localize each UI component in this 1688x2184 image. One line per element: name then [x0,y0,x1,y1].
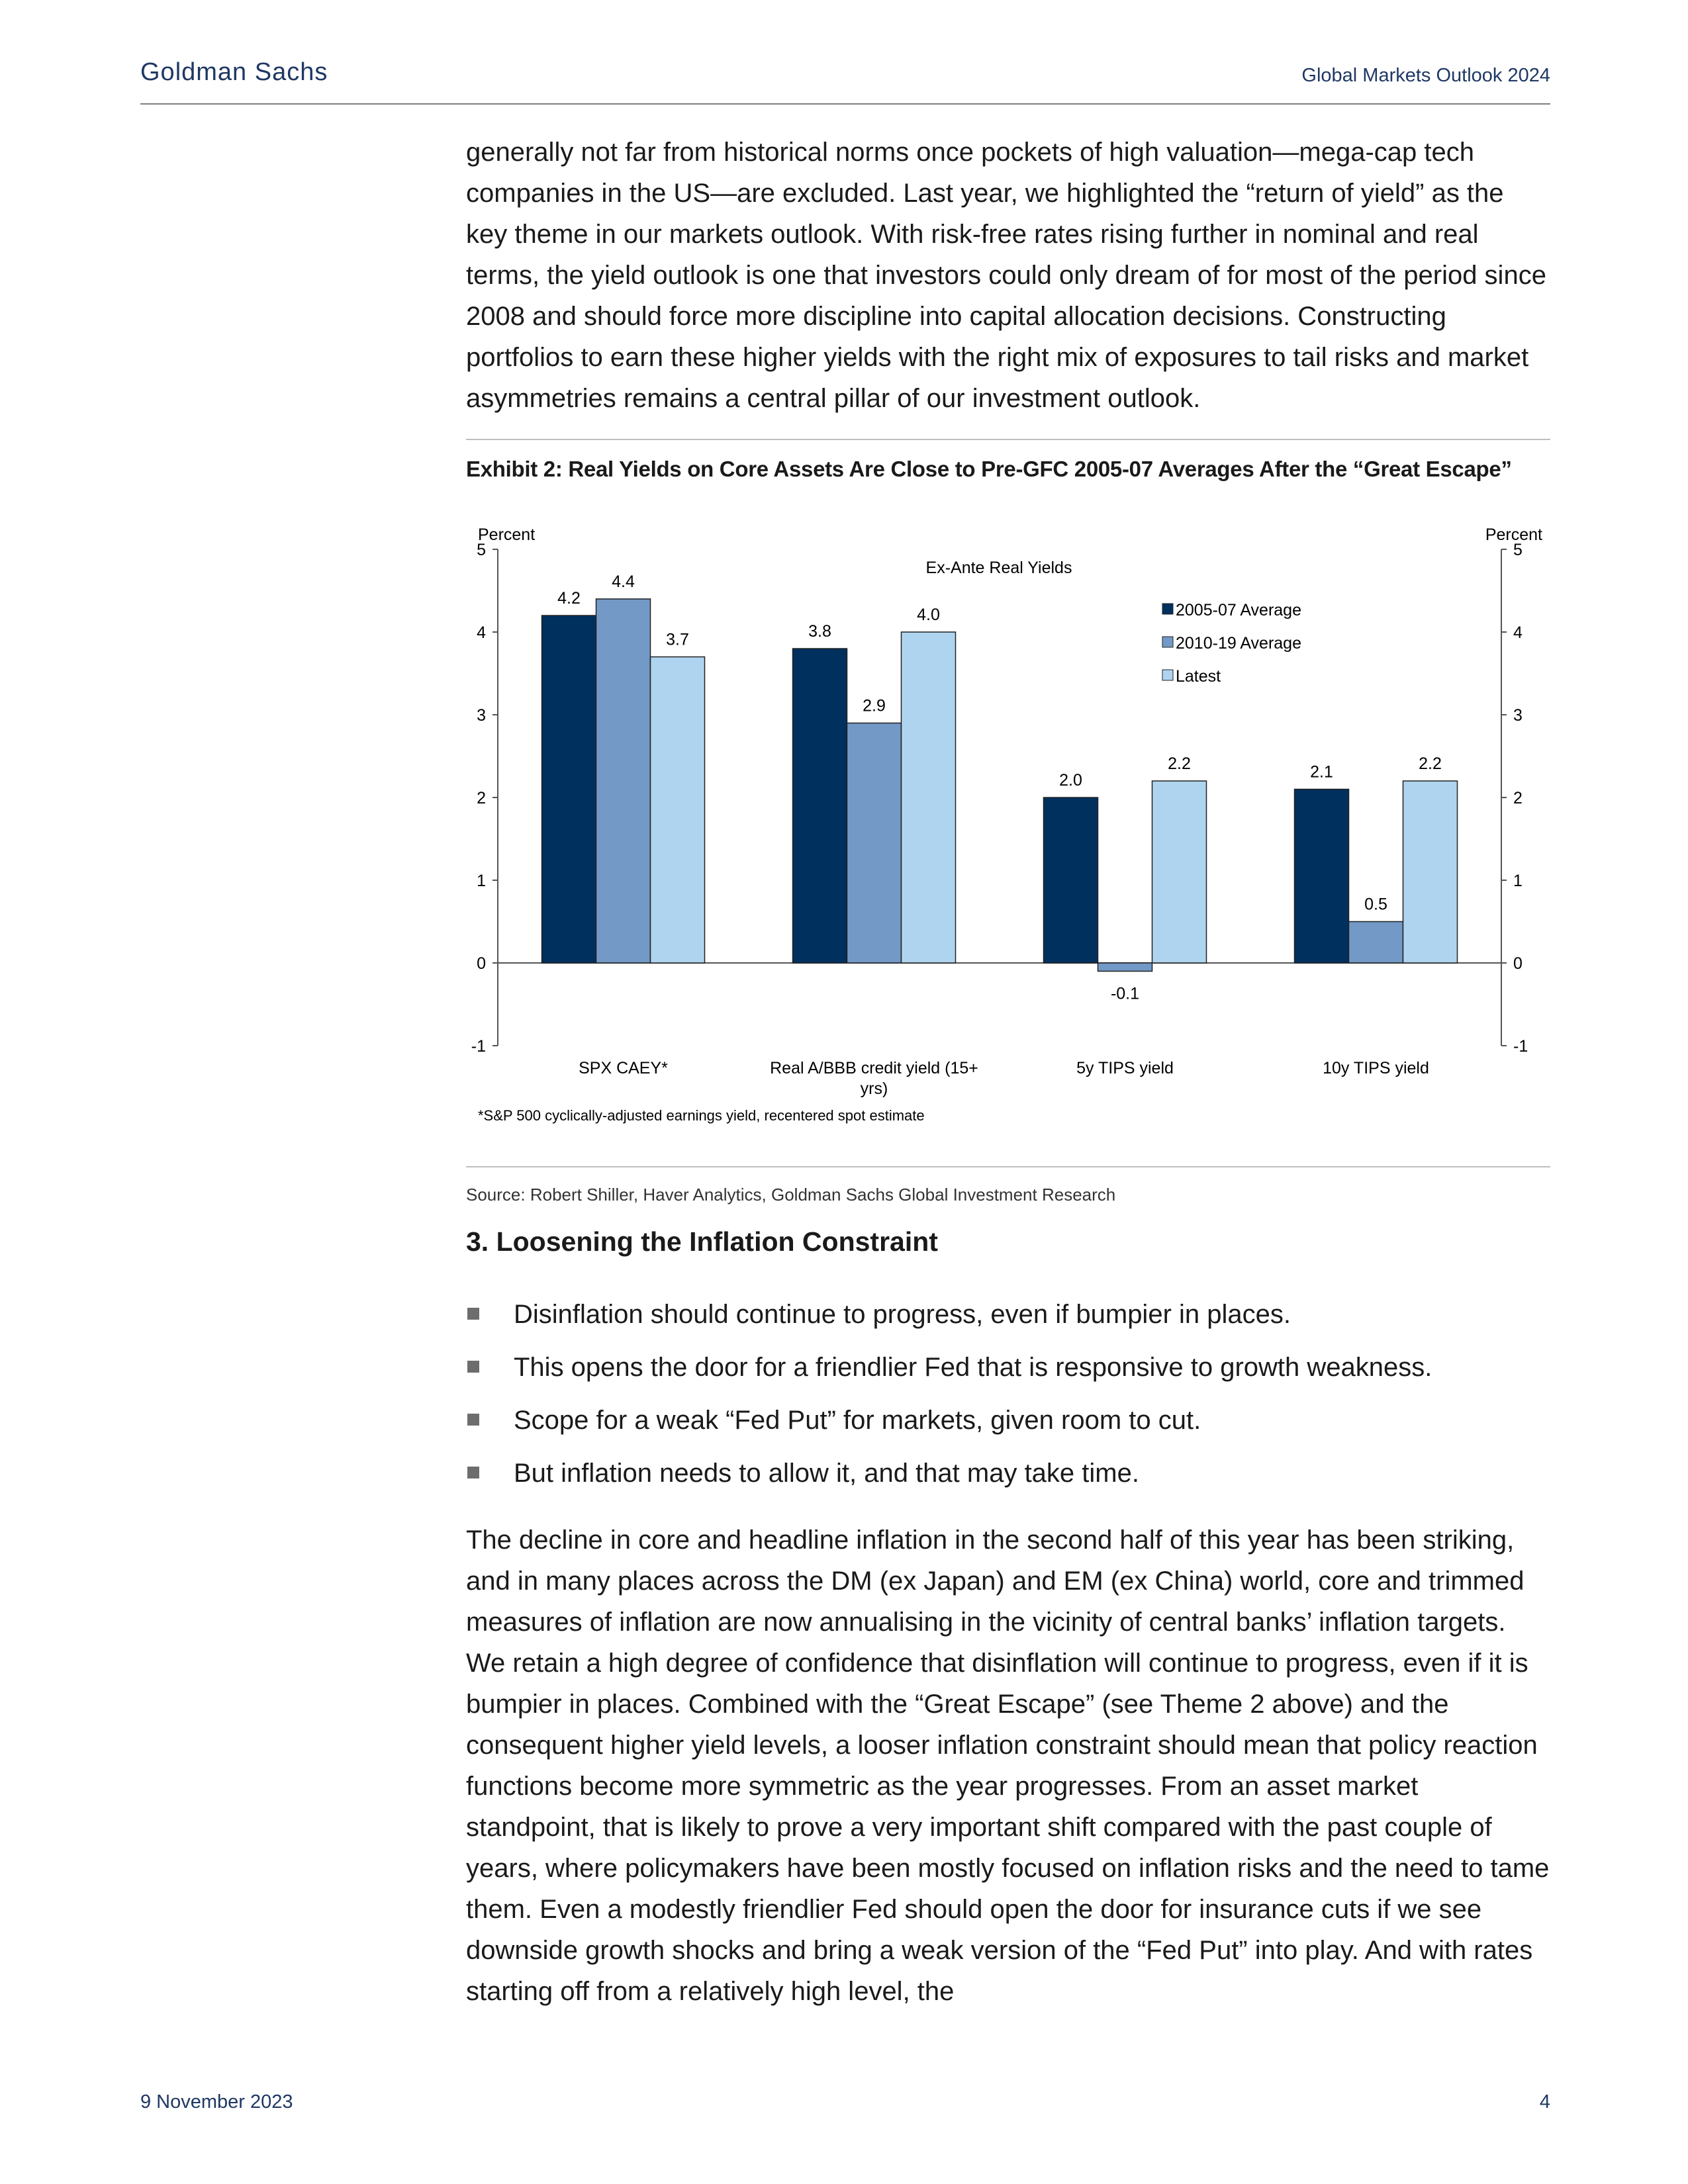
x-tick-label: Real A/BBB credit yield (15+ [770,1059,978,1077]
bar [1098,963,1152,972]
chart-title: Ex-Ante Real Yields [925,559,1072,577]
y-tick-label-right: 0 [1513,954,1523,973]
bar [847,723,902,964]
x-tick-label: 10y TIPS yield [1323,1059,1429,1077]
bar [1403,781,1458,963]
bar [902,632,956,963]
bar [1349,922,1403,964]
bar [1044,797,1098,963]
section-heading: 3. Loosening the Inflation Constraint [466,1226,938,1257]
real-yields-chart [466,516,1552,1152]
bar [1152,781,1207,963]
body-paragraph [466,1520,1552,2012]
footer-date: 9 November 2023 [140,2091,293,2113]
list-item [466,1394,1552,1447]
header-divider [140,103,1550,105]
square-bullet-icon [467,1361,479,1373]
bullet-text: Scope for a weak “Fed Put” for markets, given room to cut. [514,1406,1201,1435]
y-tick-label-left: 2 [477,789,486,807]
y-tick-label-left: 4 [477,623,486,642]
data-label: 2.2 [1419,754,1442,773]
legend-label: 2005-07 Average [1176,601,1301,619]
y-tick-label-left: 0 [477,954,486,973]
bar [596,599,651,963]
y-tick-label-right: 5 [1513,541,1523,559]
legend-swatch [1162,604,1173,614]
x-tick-label: yrs) [860,1079,888,1098]
bar [793,649,847,963]
bar [651,657,705,964]
legend-swatch [1162,637,1173,647]
exhibit-source: Source: Robert Shiller, Haver Analytics, Goldman Sachs Global Investment Research [466,1185,1116,1205]
y-axis-title-left: Percent [478,525,536,544]
legend-swatch [1162,670,1173,680]
bullet-text: Disinflation should continue to progress, even if bumpier in places. [514,1300,1291,1329]
square-bullet-icon [467,1414,479,1426]
data-label: 2.1 [1310,762,1333,782]
y-tick-label-right: 4 [1513,623,1523,642]
exhibit-title: Exhibit 2: Real Yields on Core Assets Are Close to Pre-GFC 2005-07 Averages After the “Great Escape” [466,457,1512,481]
x-tick-label: 5y TIPS yield [1076,1059,1174,1077]
data-label: 2.2 [1168,754,1191,773]
y-tick-label-right: 3 [1513,706,1523,725]
y-tick-label-left: 5 [477,541,486,559]
intro-paragraph [466,132,1552,419]
y-axis-title-right: Percent [1485,525,1542,544]
y-tick-label-left: 3 [477,706,486,725]
data-label: 0.5 [1364,895,1387,914]
exhibit-bottom-divider [466,1166,1550,1167]
exhibit-top-divider [466,439,1550,440]
data-label: 2.9 [863,696,886,715]
data-label: 3.7 [666,630,689,649]
data-label: 4.2 [557,589,581,608]
legend-label: 2010-19 Average [1176,634,1301,653]
paragraph-text: The decline in core and headline inflation in the second half of this year has been striking, and in many places across the DM (ex Japan) and EM (ex China) world, core and trimmed measures of inflation are now annualising in the vicinity of central banks’ inflation targets. We retain a high degree of confidence that disinflation will continue to progress, even if it is bumpier in places. Combined with the “Great Escape” (see Theme 2 above) and the consequent higher yield levels, a looser inflation constraint should mean that policy reaction functions become more symmetric as the year progresses. From an asset market standpoint, that is likely to prove a very important shift compared with the past couple of years, where policymakers have been mostly focused on inflation risks and the need to tame them. Even a modestly friendlier Fed should open the door for insurance cuts if we see downside growth shocks and bring a weak version of the “Fed Put” into play. And with rates starting off from a relatively high level, the [466,1525,1550,2006]
page-number: 4 [1539,2091,1550,2113]
list-item [466,1341,1552,1394]
data-label: 4.0 [917,606,940,624]
data-label: 2.0 [1059,771,1082,790]
report-title: Global Markets Outlook 2024 [1301,65,1550,86]
chart-canvas [466,516,1552,1152]
square-bullet-icon [467,1467,479,1479]
list-item [466,1447,1552,1500]
data-label: 4.4 [612,572,635,591]
y-tick-label-right: -1 [1513,1037,1528,1056]
chart-footnote: *S&P 500 cyclically-adjusted earnings yield, recentered spot estimate [478,1107,925,1124]
list-item [466,1288,1552,1341]
data-label: -0.1 [1110,984,1140,1003]
paragraph-text: generally not far from historical norms once pockets of high valuation—mega-cap tech companies in the US—are excluded. Last year, we highlighted the “return of yield” as the key theme in our markets outlook. With risk-free rates rising further in nominal and real terms, the yield outlook is one that investors could only dream of for most of the period since 2008 and should force more discipline into capital allocation decisions. Constructing portfolios to earn these higher yields with the right mix of exposures to tail risks and market asymmetries remains a central pillar of our investment outlook. [466,138,1546,413]
square-bullet-icon [467,1308,479,1320]
bullet-text: This opens the door for a friendlier Fed that is responsive to growth weakness. [514,1353,1432,1382]
y-tick-label-left: 1 [477,872,486,890]
y-tick-label-left: -1 [471,1037,486,1056]
bullet-text: But inflation needs to allow it, and that may take time. [514,1459,1139,1488]
legend-label: Latest [1176,667,1221,686]
y-tick-label-right: 1 [1513,872,1523,890]
x-tick-label: SPX CAEY* [579,1059,668,1077]
bullet-list [466,1288,1552,1500]
brand-name: Goldman Sachs [140,58,328,86]
bar [542,615,596,963]
y-tick-label-right: 2 [1513,789,1523,807]
bar [1295,790,1349,964]
data-label: 3.8 [808,622,831,641]
